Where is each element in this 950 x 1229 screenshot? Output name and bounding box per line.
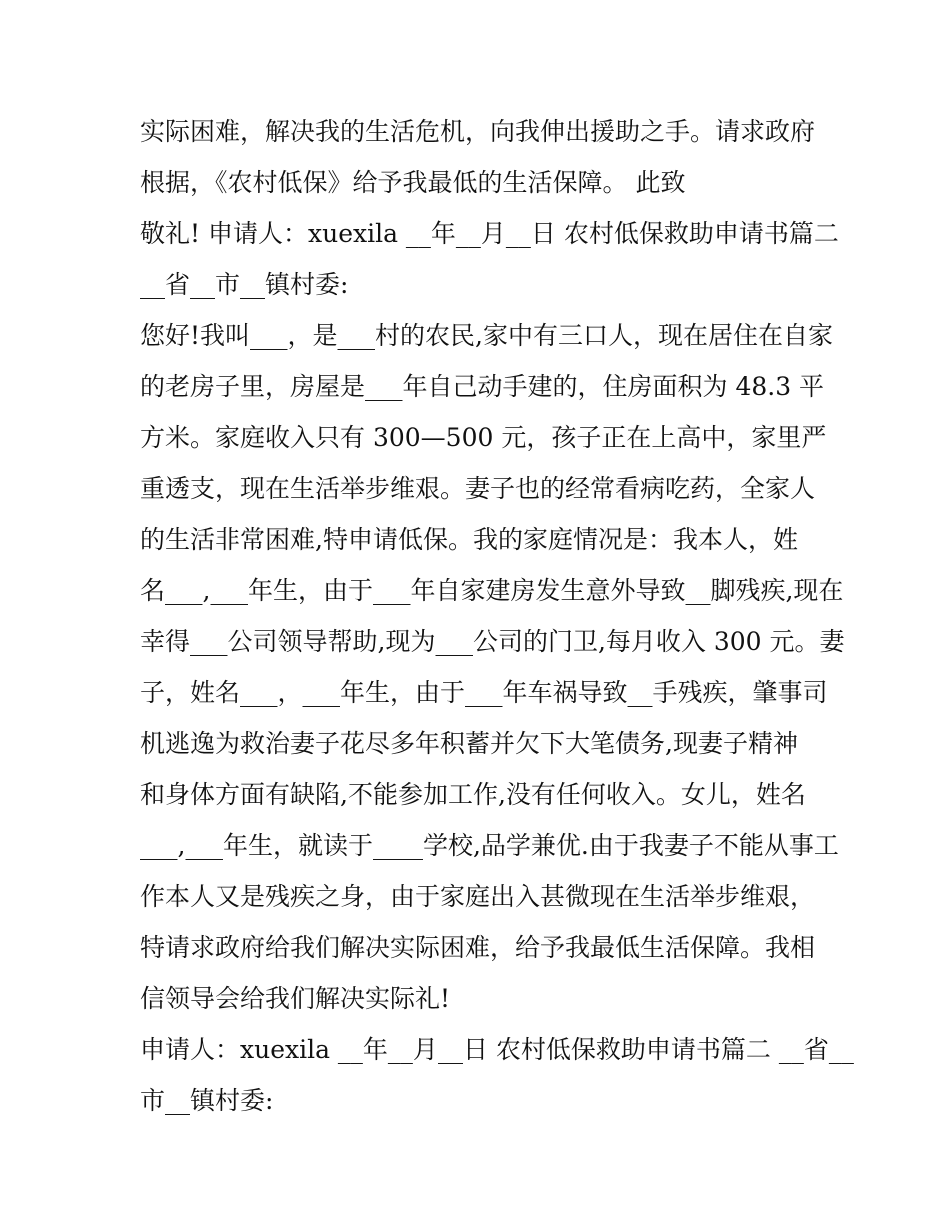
text-line-2: 根据，《农村低保》给予我最低的生活保障。 此致	[140, 168, 686, 197]
text-line-10: 名___,___年生，由于___年自家建房发生意外导致__脚残疾,现在	[140, 576, 844, 605]
text-line-4: __省__市__镇村委:	[140, 270, 349, 299]
text-line-3: 敬礼! 申请人：xuexila __年__月__日 农村低保救助申请书篇二	[140, 219, 839, 248]
text-line-13: 机逃逸为救治妻子花尽多年积蓄并欠下大笔债务,现妻子精神	[140, 729, 798, 758]
text-line-9: 的生活非常困难,特申请低保。我的家庭情况是：我本人，姓	[140, 525, 798, 554]
text-line-1: 实际困难，解决我的生活危机，向我伸出援助之手。请求政府	[140, 117, 816, 146]
text-line-8: 重透支，现在生活举步维艰。妻子也的经常看病吃药，全家人	[140, 474, 816, 503]
text-line-16: 作本人又是残疾之身，由于家庭出入甚微现在生活举步维艰，	[140, 882, 816, 911]
text-line-14: 和身体方面有缺陷,不能参加工作,没有任何收入。女儿，姓名	[140, 780, 806, 809]
text-line-7: 方米。家庭收入只有 300—500 元，孩子正在上高中，家里严	[140, 423, 827, 452]
text-line-17: 特请求政府给我们解决实际困难，给予我最低生活保障。我相	[140, 933, 816, 962]
text-line-20: 市__镇村委:	[140, 1086, 274, 1115]
text-line-18: 信领导会给我们解决实际礼!	[140, 984, 451, 1013]
text-line-12: 子，姓名___，___年生，由于___年车祸导致__手残疾，肇事司	[140, 678, 828, 707]
text-line-5: 您好!我叫___，是___村的农民,家中有三口人，现在居住在自家	[140, 321, 833, 350]
text-line-11: 幸得___公司领导帮助,现为___公司的门卫,每月收入 300 元。妻	[140, 627, 845, 656]
text-line-19: 申请人：xuexila __年__月__日 农村低保救助申请书篇二 __省__	[140, 1035, 854, 1064]
text-line-15: ___,___年生，就读于____学校,品学兼优.由于我妻子不能从事工	[140, 831, 839, 860]
text-line-6: 的老房子里，房屋是___年自己动手建的，住房面积为 48.3 平	[140, 372, 825, 401]
document-body	[140, 106, 854, 1126]
